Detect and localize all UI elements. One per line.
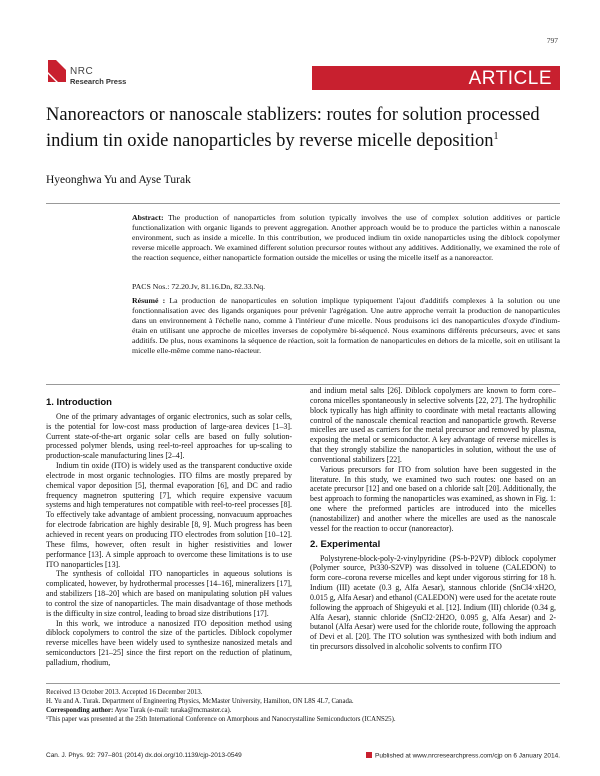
pacs-numbers: PACS Nos.: 72.20.Jv, 81.16.Dn, 82.33.Nq. [132, 282, 266, 291]
logo-nrc-text: NRC [70, 66, 94, 77]
published-note[interactable] [366, 752, 560, 760]
publisher-square-icon [366, 752, 372, 758]
affiliation: H. Yu and A. Turak. Department of Engineering Physics, McMaster University, Hamilton, ON L8S 4L7, Canada. [46, 698, 354, 705]
footnotes [46, 688, 560, 724]
page-number: 797 [546, 36, 558, 45]
left-column [46, 398, 292, 668]
article-banner [312, 66, 560, 90]
nrc-logo [46, 56, 127, 92]
article-label: ARTICLE [468, 68, 552, 89]
paragraph: Indium tin oxide (ITO) is widely used as the transparent conductive oxide electrode in most organic technologies. ITO films are mostly prepared by chemical vapor deposition [5], thermal evaporation [6], and DC and radio frequency magnetron sputtering [7], which require expensive vacuum systems and high temperatures not compatible with reel-to-reel processes [8]. To effectively take advantage of ambient processing, nonvacuum approaches for electrode fabrication are highly desirable [8, 9]. Much progress has been achieved in recent years on producing ITO electrodes from solution [10–12]. These films, however, often result in higher resistivities and lower performance [13]. A simple approach to overcome these limitations is to use ITO nanoparticles [13]. [46, 461, 292, 569]
paragraph: and indium metal salts [26]. Diblock copolymers are known to form core–corona micelles spontaneously in selective solvents [22, 27]. The hydrophilic block typically has high affinity to coordinate with metal reactants allowing control of the nanoscale chemical reaction and nanoparticle growth. Reverse micelles are used as carriers for the metal precursor and removed by plasma, exposing the metal or semiconductor. A key advantage of reverse micelles is that they strongly stabilize the nanoparticles in solution, without the use of conventional stabilizers [22]. [310, 386, 556, 464]
paragraph: Various precursors for ITO from solution have been suggested in the literature. In this study, we examined two such routes: one based on an acetate precursor [12] and one based on a chloride salt [20]. Additionally, the best approach to forming the nanoparticles was examined, as shown in Fig. 1: one where the preformed particles are introduced into the micelles (nanostabilizer) and another where the micelles are used as the nanoscale vessel for the reaction to occur (nanoreactor). [310, 464, 556, 533]
resume [132, 296, 560, 357]
title-text: Nanoreactors or nanoscale stablizers: routes for solution processed indium tin oxide nanoparticles by reverse micelle deposition [46, 105, 540, 152]
header-rule [46, 203, 560, 204]
section-heading-introduction: 1. Introduction [46, 397, 112, 408]
nrc-maple-icon [46, 56, 68, 86]
corresponding-author [46, 706, 560, 715]
paper-title [46, 104, 566, 152]
resume-label: Résumé : [132, 296, 166, 305]
abstract [132, 213, 560, 263]
resume-text: La production de nanoparticules en solution implique typiquement l'ajout d'additifs complexes à la solution ou une fonctionnalisation avec des ligands organiques pour prévenir l'agrégation. Une autre approche verrait la production de nanoparticules dans un environnement à l'échelle nano, comme à l'intérieur d'une micelle. Nous produisons ici des nanoparticules d'oxyde d'indium-étain en utilisant une approche de micelles inverses de copolymère bi-séquencé. Nous examinons différents précurseurs, avec et sans additifs. De plus, nous examinons la séquence de réaction, soit la formation de nanoparticules en dehors de la micelle, soit en utilisant la micelle elle-même comme nano-réacteur. [132, 296, 561, 356]
logo-press-text: Research Press [70, 77, 127, 86]
page-footer [46, 752, 560, 759]
corresponding-text[interactable]: Ayse Turak (e-mail: turaka@mcmaster.ca). [114, 707, 232, 714]
title-footnote-marker: 1 [493, 131, 499, 142]
paragraph: In this work, we introduce a nanosized ITO deposition method using diblock copolymers to control the size of the particles. Diblock copolymer reverse micelles have been widely used to synthesize nanosized metals and semiconductors [21–25] since the first report on the reduction of platinum, palladium, rhodium, [46, 618, 292, 667]
paragraph: Polystyrene-block-poly-2-vinylpyridine (PS-b-P2VP) diblock copolymer (Polymer source, Pt330-S2VP) was dissolved in toluene (CALEDON) to form core–corona reverse micelles and kept under vigorous stirring for 18 h. Indium (III) acetate (0.3 g, Alfa Aesar), stannous chloride (SnCl4·xH2O, 0.015 g, Alfa Aesar) and ethanol (CALEDON) were used for the acetate route following the approach of Shigeyuki et al. [12]. Indium (III) chloride (0.34 g, Alfa Aesar), stannic chloride (SnCl2·2H2O, 0.095 g, Alfa Aesar) and 2-butanol (Alfa Aesar) were used for the chloride route, following the approach of Devi et al. [20]. The ITO solution was synthesized with both indium and tin precursors dissolved in alcoholic solvents to confirm ITO [310, 553, 556, 652]
section-heading-experimental: 2. Experimental [310, 538, 381, 550]
footnote-rule [46, 683, 560, 684]
right-column [310, 386, 556, 652]
journal-citation[interactable]: Can. J. Phys. 92: 797–801 (2014) dx.doi.org/10.1139/cjp-2013-0549 [46, 752, 242, 759]
abstract-label: Abstract: [132, 213, 164, 222]
paragraph: The synthesis of colloidal ITO nanoparticles in aqueous solutions is complicated, however, by hydrothermal processes [14–16], mineralizers [17], and stabilizers [18–20] which are based on manipulating solution pH values to control the size of nanoparticles. The main disadvantage of those methods is the difficulty in size control, leading to broad size distributions [17]. [46, 569, 292, 618]
received-dates: Received 13 October 2013. Accepted 16 December 2013. [46, 689, 203, 696]
paragraph: One of the primary advantages of organic electronics, such as solar cells, is the potential for low-cost mass production of large-area devices [1–3]. Current state-of-the-art organic solar cells are based on fully solution-processed polymer blends, using reel-to-reel approaches for up-scaling to production-scale manufacturing lines [2–4]. [46, 411, 292, 461]
abstract-text: The production of nanoparticles from solution typically involves the use of complex solution additives or particle functionalization with organic ligands to prevent aggregation. Another approach would be to produce the particles within a nanoscale environment, such as inside a micelle. In this contribution, we produced indium tin oxide nanoparticles using the diblock copolymer reverse micelle approach. We examined different solution precursor routes without any additives. Additionally, we examined the role of the reaction sequence, either nanoparticle formation outside the micelles or using the micelle itself as a nanoreactor. [132, 213, 561, 263]
abstract-rule [46, 384, 560, 385]
authors: Hyeonghwa Yu and Ayse Turak [46, 174, 191, 186]
conference-note: ¹This paper was presented at the 25th International Conference on Amorphous and Nanocrystalline Semiconductors (ICANS25). [46, 716, 396, 723]
corresponding-label: Corresponding author: [46, 707, 114, 714]
published-text: Published at www.nrcresearchpress.com/cjp on 6 January 2014. [375, 752, 560, 760]
